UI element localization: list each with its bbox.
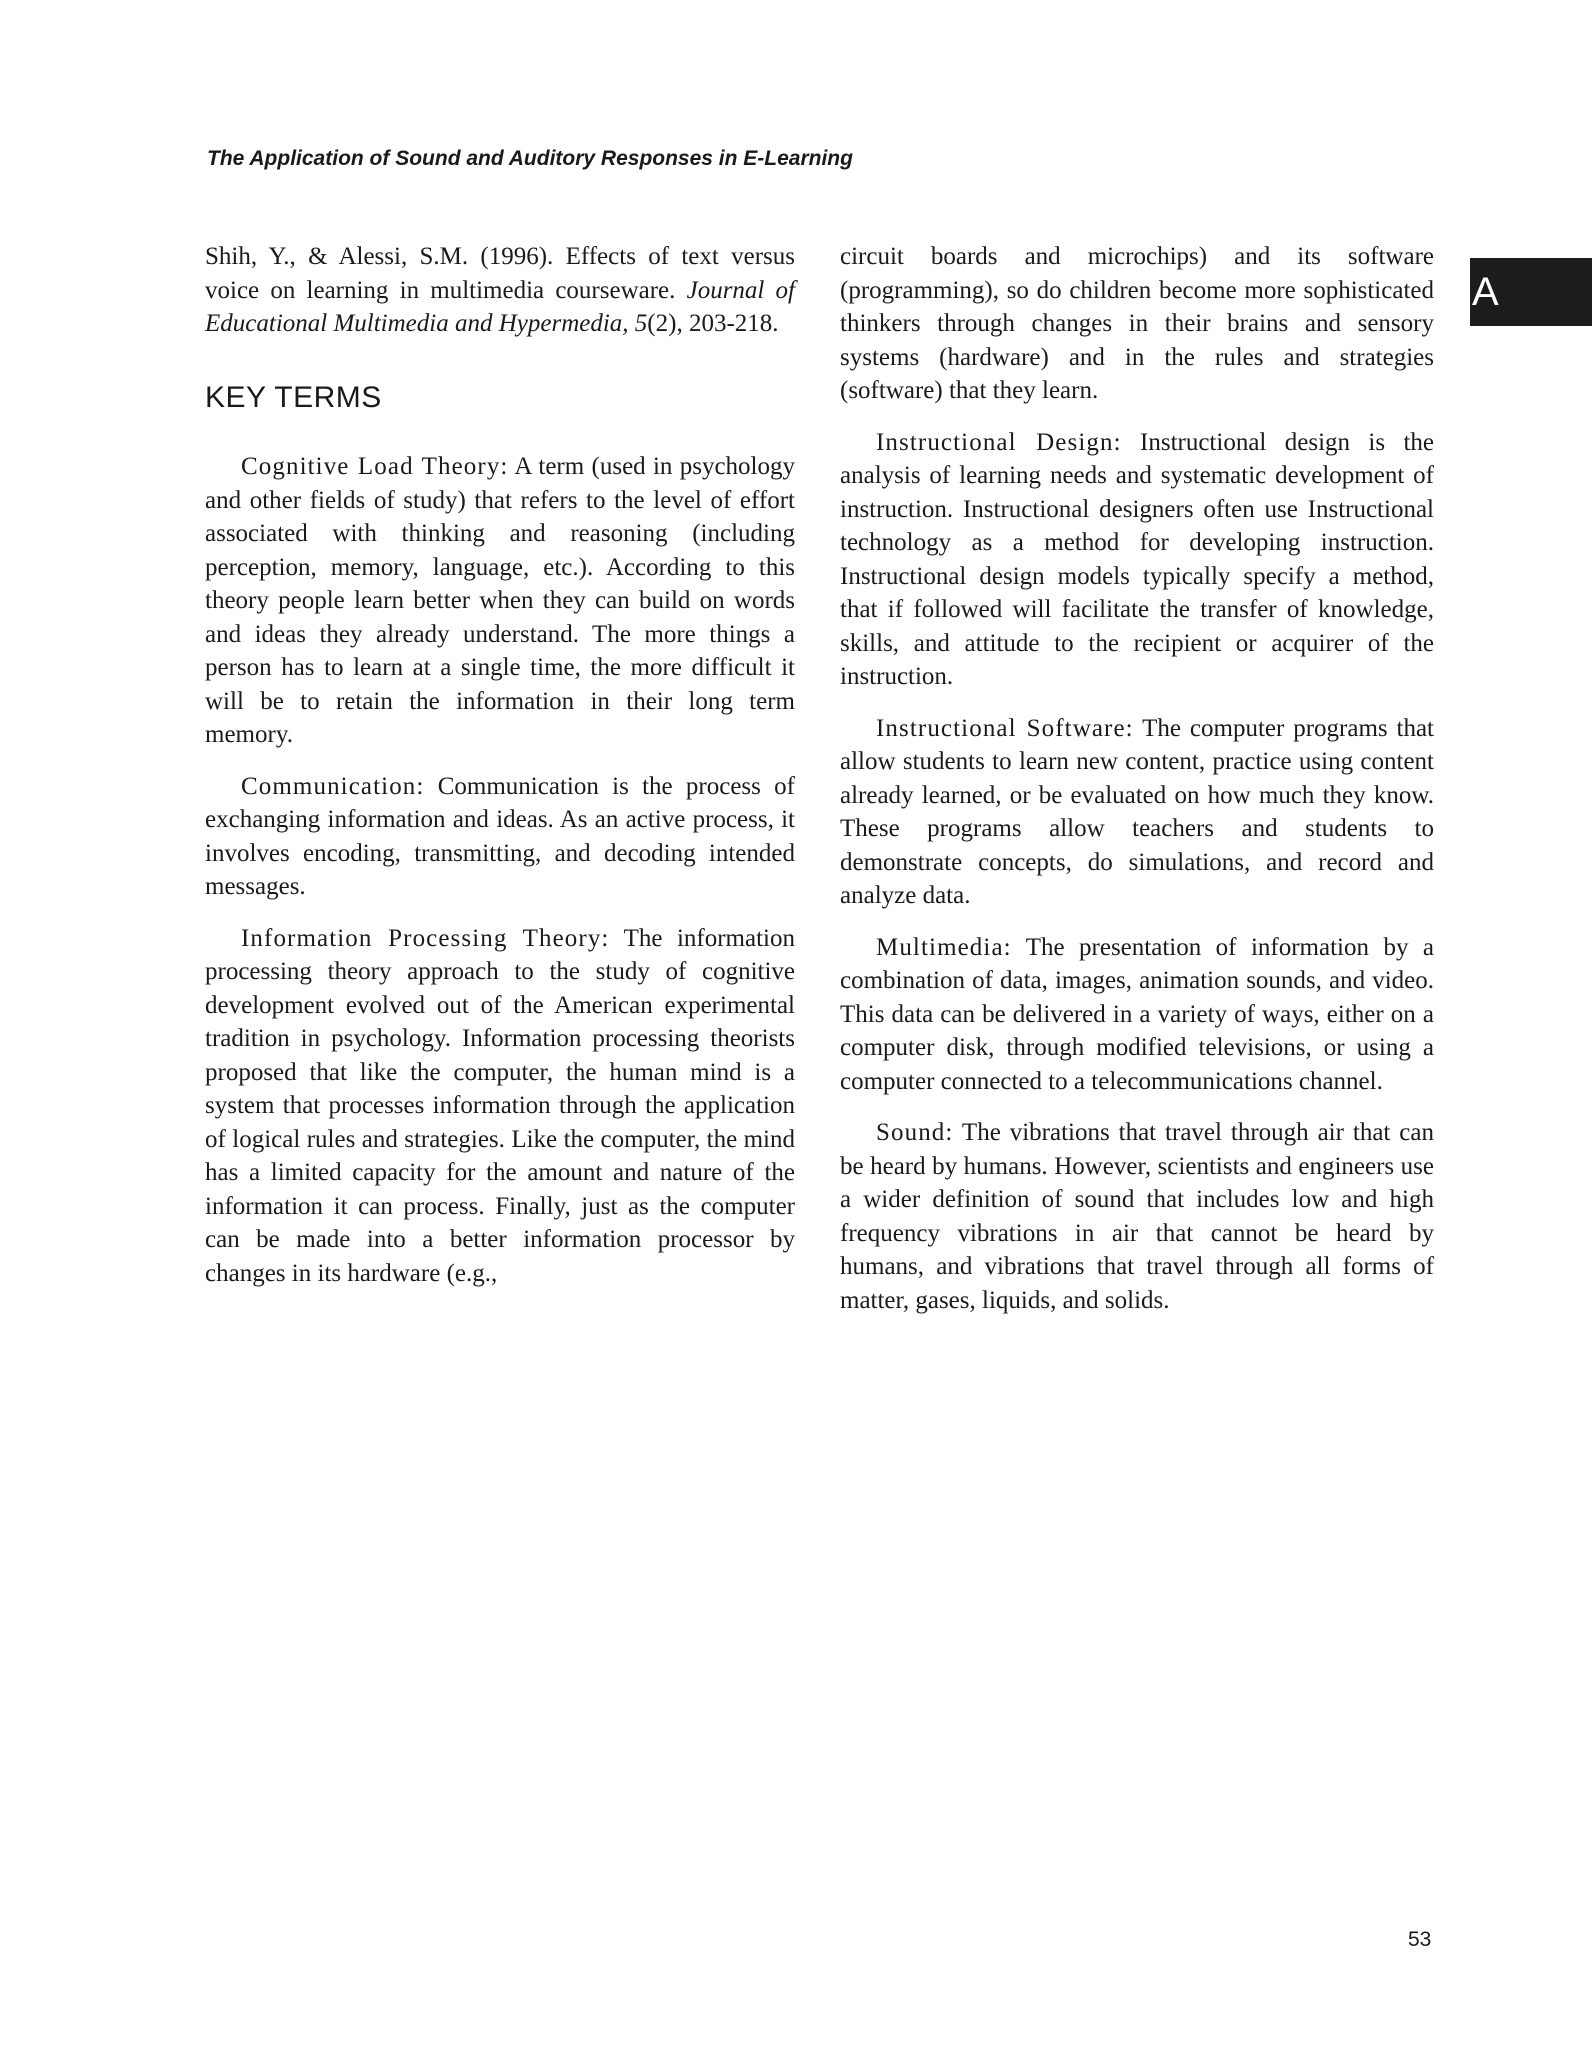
term-label: Instructional Design: — [876, 428, 1122, 456]
reference-entry — [205, 240, 795, 341]
term-definition: The vibrations that travel through air that can be heard by humans. However, scientists and engineers use a wider definition of sound that includes low and high frequency vibrations in air that cannot be heard by humans, and vibrations that travel through all forms of matter, gases, liquids, and solids. — [840, 1119, 1434, 1314]
running-head: The Application of Sound and Auditory Responses in E-Learning — [207, 147, 853, 170]
reference-journal: Journal of Educational Multimedia and Hypermedia, 5 — [205, 276, 796, 337]
term-definition: The computer programs that allow students to learn new content, practice using content already learned, or be evaluated on how much they know. These programs allow teachers and students to demonstrate concepts, do simulations, and record and analyze data. — [840, 714, 1434, 909]
term-entry-sound — [840, 1116, 1434, 1317]
term-label: Information Processing Theory: — [241, 924, 610, 952]
term-entry-cognitive-load — [205, 450, 795, 752]
term-definition-part-1: The information processing theory approach to the study of cognitive development evolved out of the American experimental tradition in psychology. Information processing theorists proposed that like the computer, the human mind is a system that processes information through the application of logical rules and strategies. Like the computer, the mind has a limited capacity for the amount and nature of the information it can process. Finally, just as the computer can be made into a better information processor by changes in its hardware (e.g., — [205, 924, 795, 1287]
term-definition: A term (used in psychology and other fields of study) that refers to the level of effort associated with thinking and reasoning (including perception, memory, language, etc.). According to this theory people learn better when they can build on words and ideas they already understand. The more things a person has to learn at a single time, the more difficult it will be to retain the information in their long term memory. — [205, 453, 795, 748]
term-label: Sound: — [876, 1119, 954, 1146]
reference-authors: Shih, Y., & Alessi, S.M. (1996). Effects of text versus voice on learning in multimedia courseware. — [205, 243, 795, 304]
page-number: 53 — [1408, 1928, 1432, 1951]
section-thumb-tab — [1470, 258, 1592, 326]
term-label: Communication: — [241, 772, 425, 800]
term-label: Instructional Software: — [876, 714, 1134, 742]
term-entry-instructional-design — [840, 426, 1434, 694]
right-column — [840, 240, 1434, 1335]
thumb-tab-letter: A — [1472, 270, 1499, 314]
term-definition: Communication is the process of exchanging information and ideas. As an active process, it involves encoding, transmitting, and decoding intended messages. — [205, 772, 795, 900]
left-column — [205, 240, 795, 1308]
reference-pages: (2), 203-218. — [647, 310, 779, 337]
term-entry-instructional-software — [840, 712, 1434, 913]
term-entry-information-processing — [205, 922, 795, 1291]
key-terms-heading: KEY TERMS — [205, 380, 382, 414]
term-entry-communication — [205, 770, 795, 904]
term-label: Multimedia: — [876, 933, 1012, 961]
term-entry-multimedia — [840, 931, 1434, 1099]
term-definition: The presentation of information by a combination of data, images, animation sounds, and video. This data can be delivered in a variety of ways, either on a computer disk, through modified televisions, or using a computer connected to a telecommunications channel. — [840, 933, 1434, 1095]
term-continuation-information-processing: circuit boards and microchips) and its software (programming), so do children become more sophisticated thinkers through changes in their brains and sensory systems (hardware) and in the rules and strategies (software) that they learn. — [840, 243, 1434, 404]
term-label: Cognitive Load Theory: — [241, 453, 509, 480]
term-definition: Instructional design is the analysis of learning needs and systematic development of instruction. Instructional designers often use Instructional technology as a method for developing instruction. Instructional design models typically specify a method, that if followed will facilitate the transfer of knowledge, skills, and attitude to the recipient or acquirer of the instruction. — [840, 428, 1435, 690]
